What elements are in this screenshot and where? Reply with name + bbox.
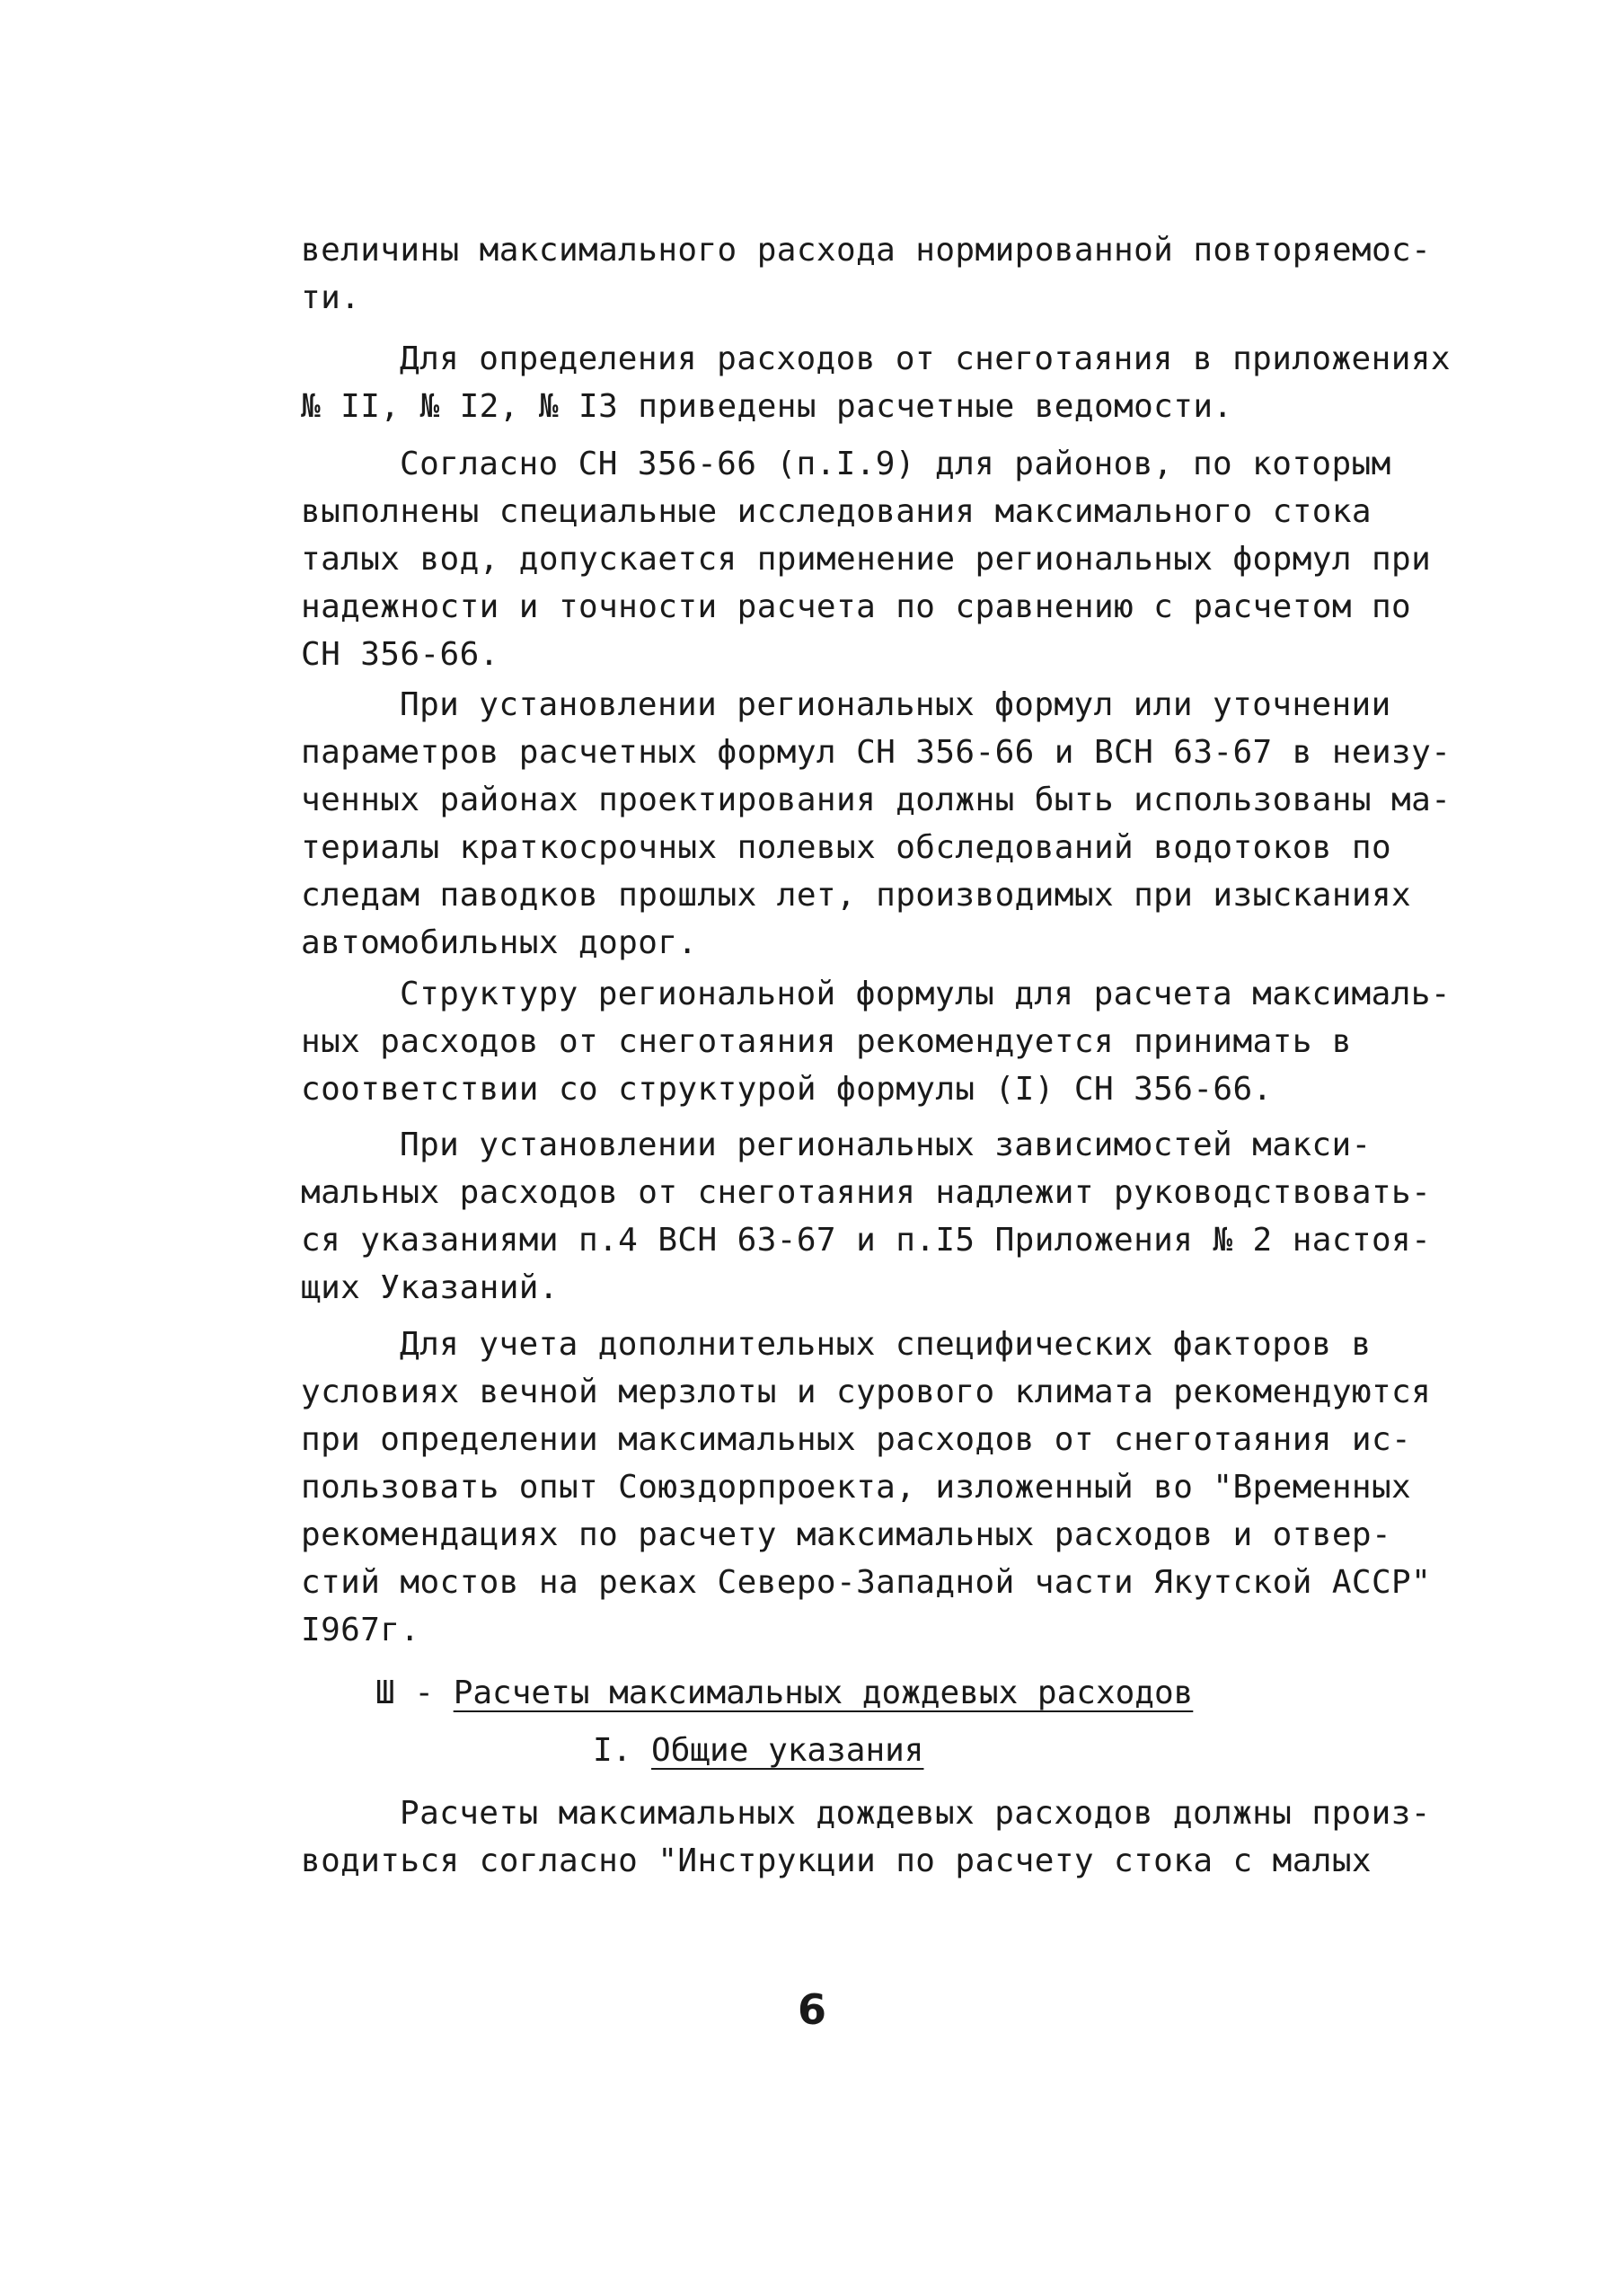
paragraph-sn [301,440,1432,678]
text-line: СН 356-66. [301,636,499,673]
text-line: I967г. [301,1612,420,1648]
text-line: стий мостов на реках Северо-Западной части Якутской АССР" [301,1564,1432,1601]
text-line: Для учета дополнительных специфических факторов в [400,1326,1372,1363]
paragraph-structure [301,970,1451,1113]
paragraph-permafrost [301,1321,1432,1654]
text-line: пользовать опыт Союздорпроекта, изложенный во "Временных [301,1469,1412,1506]
text-line: при определении максимальных расходов от снеготаяния ис- [301,1421,1412,1458]
text-line: Для определения расходов от снеготаяния в приложениях [400,340,1451,377]
page-number: 6 [797,1985,826,2034]
paragraph-regional [301,681,1452,967]
subsection-number: I. [593,1732,652,1769]
text-line: талых вод, допускается применение региональных формул при [301,541,1432,578]
intro-paragraph [301,226,1432,322]
text-line: надежности и точности расчета по сравнению с расчетом по [301,588,1412,625]
text-line: ся указаниями п.4 ВСН 63-67 и п.I5 Приложения № 2 настоя- [301,1222,1432,1259]
paragraph-rain [301,1790,1431,1885]
text-line: рекомендациях по расчету максимальных расходов и отвер- [301,1516,1392,1553]
text-line: При установлении региональных зависимостей макси- [400,1127,1372,1163]
text-line: выполнены специальные исследования максимального стока [301,493,1372,530]
text-line: Согласно СН 356-66 (п.I.9) для районов, по которым [400,446,1391,482]
text-line: ти. [301,279,361,316]
text-line: Расчеты максимальных дождевых расходов должны произ- [400,1795,1431,1832]
text-line: автомобильных дорог. [301,924,698,961]
text-line: териалы краткосрочных полевых обследований водотоков по [301,829,1392,866]
text-line: условиях вечной мерзлоты и сурового климата рекомендуются [301,1374,1432,1410]
text-line: соответствии со структурой формулы (I) СН 356-66. [301,1071,1273,1108]
paragraph-dependencies [301,1121,1432,1312]
text-line: щих Указаний. [301,1269,559,1306]
text-line: мальных расходов от снеготаяния надлежит руководствовать- [301,1174,1432,1211]
text-line: Структуру региональной формулы для расчета максималь- [400,976,1451,1012]
text-line: водиться согласно "Инструкции по расчету стока с малых [301,1843,1372,1879]
text-line: № II, № I2, № I3 приведены расчетные ведомости. [301,388,1233,425]
text-line: следам паводков прошлых лет, производимых при изысканиях [301,877,1412,914]
text-line: ных расходов от снеготаяния рекомендуется принимать в [301,1023,1352,1060]
subsection-title: Общие указания [651,1732,924,1769]
text-line: величины максимального расхода нормированной повторяемос- [301,232,1432,269]
text-line: ченных районах проектирования должны быть использованы ма- [301,782,1452,818]
section-number: Ш - [375,1675,454,1711]
subsection-heading [593,1727,923,1774]
text-line: параметров расчетных формул СН 356-66 и ВСН 63-67 в неизу- [301,734,1452,771]
paragraph-appendices [301,335,1451,430]
section-title: Расчеты максимальных дождевых расходов [453,1675,1194,1711]
section-heading [375,1669,1193,1717]
text-line: При установлении региональных формул или уточнении [400,686,1391,723]
